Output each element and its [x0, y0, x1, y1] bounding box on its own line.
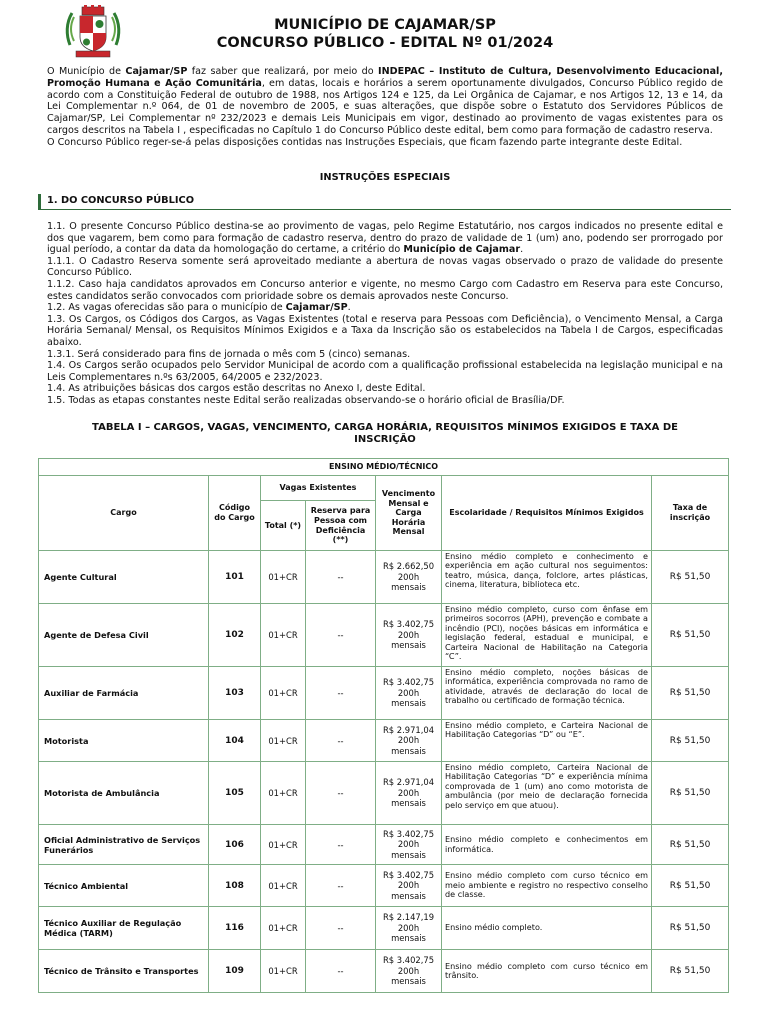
table-row [39, 825, 729, 865]
hours: 200h [397, 629, 420, 640]
hours: 200h [397, 735, 420, 746]
cell-codigo: 116 [209, 907, 261, 950]
clause-1-5: 1.5. Todas as etapas constantes neste Edital serão realizadas observando-se o horário oficial de Brasília/DF. [47, 394, 565, 406]
clause-1-4-a: 1.4. Os Cargos serão ocupados pelo Servidor Municipal de acordo com a qualificação profissional estabelecida na legislação municipal e na Leis Complementares n.ºs 63/2005, 64/2005 e 232/2023. [47, 360, 723, 383]
header-vencimento: Vencimento Mensal e Carga Horária Mensal [376, 476, 442, 551]
cell-reserva: -- [306, 825, 376, 865]
header-reserva: Reserva para Pessoa com Deficiência (**) [306, 501, 376, 551]
hours: 200h [397, 922, 420, 933]
cell-taxa: R$ 51,50 [652, 825, 729, 865]
clause-1-1 [47, 221, 723, 256]
cell-codigo: 103 [209, 667, 261, 720]
intro-text-part: faz saber que realizará, por meio do [187, 66, 379, 77]
clause-bold: Cajamar/SP [285, 302, 348, 314]
cell-taxa: R$ 51,50 [652, 720, 729, 762]
cell-requisitos: Ensino médio completo, curso com ênfase em primeiros socorros (APH), prevenção e combate a incêndio (PCI), noções básicas em informática e legislação federal, estadual e municipal, e Carteira Nacional de Habilitação na Categoria “C”. [442, 604, 652, 667]
clause-text: 1.1. O presente Concurso Público destina-se ao provimento de vagas, pelo Regime Estatutário, nos cargos indicados no presente edital e dos que vagarem, bem como para formação de cadastro reserva, dentro do prazo de validade de 1 (um) ano, podendo ser prorrogado por igual período, a contar da data da homologação do certame, a critério do [47, 221, 723, 256]
section-heading-bar [38, 194, 731, 210]
hours-unit: mensais [391, 933, 426, 944]
hours: 200h [397, 965, 420, 976]
header-total: Total (*) [261, 501, 306, 551]
cell-requisitos: Ensino médio completo, noções básicas de informática, experiência comprovada no ramo de atividade, através de declaração do local de trabalho ou certificado de formação técnica. [442, 667, 652, 720]
salary: R$ 2.147,19 [382, 912, 435, 923]
table-row [39, 865, 729, 907]
cell-vencimento [376, 825, 442, 865]
salary: R$ 3.402,75 [382, 869, 435, 880]
hours-unit: mensais [391, 890, 426, 901]
cell-vencimento [376, 551, 442, 604]
cell-cargo: Técnico Ambiental [39, 865, 209, 907]
salary: R$ 3.402,75 [382, 619, 435, 630]
intro-municipality-bold: Cajamar/SP [125, 66, 188, 77]
cell-vencimento [376, 667, 442, 720]
hours-unit: mensais [391, 698, 426, 709]
clause-1-2 [47, 302, 723, 314]
table-row [39, 762, 729, 825]
salary: R$ 2.662,50 [382, 561, 435, 572]
cell-total: 01+CR [261, 604, 306, 667]
cell-requisitos: Ensino médio completo, e Carteira Nacional de Habilitação Categorias “D” ou “E”. [442, 720, 652, 762]
header-vagas: Vagas Existentes [261, 476, 376, 501]
hours: 200h [397, 880, 420, 891]
cell-taxa: R$ 51,50 [652, 950, 729, 993]
cell-reserva: -- [306, 720, 376, 762]
cell-requisitos: Ensino médio completo, Carteira Nacional de Habilitação Categorias “D” e experiência mínima comprovada de 1 (um) ano como motorista de ambulância (por meio de declaração fornecida pelo serviço em que atuou). [442, 762, 652, 825]
cell-total: 01+CR [261, 825, 306, 865]
cell-cargo: Agente de Defesa Civil [39, 604, 209, 667]
clause-text: 1.2. As vagas oferecidas são para o município de [47, 302, 286, 314]
salary: R$ 3.402,75 [382, 955, 435, 966]
clause-1-1-1: 1.1.1. O Cadastro Reserva somente será aproveitado mediante a abertura de novas vagas observado o prazo de validade do presente Concurso Público. [47, 255, 723, 279]
cell-requisitos: Ensino médio completo com curso técnico em trânsito. [442, 950, 652, 993]
hours: 200h [397, 839, 420, 850]
section-1-heading: 1. DO CONCURSO PÚBLICO [47, 195, 195, 206]
salary: R$ 3.402,75 [382, 677, 435, 688]
clause-bold: Município de Cajamar [403, 244, 521, 256]
hours-unit: mensais [391, 582, 426, 593]
positions-table [38, 458, 729, 993]
cell-codigo: 108 [209, 865, 261, 907]
cell-vencimento [376, 950, 442, 993]
intro-paragraph-2: O Concurso Público reger-se-á pelas disposições contidas nas Instruções Especiais, que ficam fazendo parte integrante deste Edital. [47, 136, 683, 148]
intro-institute-bold: INDEPAC – Instituto de Cultura, Desenvolvimento Educacional, Promoção Humana e Ação Comunitária [47, 66, 723, 89]
table-row [39, 907, 729, 950]
cell-reserva: -- [306, 907, 376, 950]
clause-1-3: 1.3. Os Cargos, os Códigos dos Cargos, as Vagas Existentes (total e reserva para Pessoas com Deficiência), o Vencimento Mensal, a Carga Horária Semanal/ Mensal, os Requisitos Mínimos Exigidos e a Taxa da Inscrição são os estabelecidos na Tabela I de Cargos, especificadas abaixo. [47, 313, 723, 348]
cell-total: 01+CR [261, 907, 306, 950]
cell-cargo: Técnico Auxiliar de Regulação Médica (TARM) [39, 907, 209, 950]
clause-1-4-b: 1.4. As atribuições básicas dos cargos estão descritas no Anexo I, deste Edital. [47, 383, 426, 395]
cell-codigo: 106 [209, 825, 261, 865]
cell-taxa: R$ 51,50 [652, 604, 729, 667]
cell-codigo: 109 [209, 950, 261, 993]
cell-taxa: R$ 51,50 [652, 551, 729, 604]
intro-text-part: , em datas, locais e horários a serem oportunamente divulgados, Concurso Público regido de acordo com a Constituição Federal de outubro de 1988, nos Artigos 124 e 125, da Lei Orgânica de Cajamar, e nos Artigos 12, 13 e 14, da Lei Complementar n.º 064, de 01 de novembro de 2005, e suas alterações, que dispõe sobre o Estatuto dos Servidores Públicos de Cajamar/SP, Lei Complementar nº 232/2023 e demais Leis Municipais em vigor, destinado ao provimento de vagas existentes para os cargos descritos na Tabela I , especificadas no Capítulo 1 do Concurso Público deste edital, bem como para formação de cadastro reserva. [47, 77, 723, 136]
hours: 200h [397, 571, 420, 582]
cell-codigo: 104 [209, 720, 261, 762]
cell-vencimento [376, 720, 442, 762]
table-title: TABELA I – CARGOS, VAGAS, VENCIMENTO, CARGA HORÁRIA, REQUISITOS MÍNIMOS EXIGIDOS E TAXA DE INSCRIÇÃO [92, 422, 678, 445]
cell-reserva: -- [306, 604, 376, 667]
header-escolaridade: Escolaridade / Requisitos Mínimos Exigidos [442, 476, 652, 551]
intro-text-part: O Município de [47, 66, 126, 77]
hours-unit: mensais [391, 640, 426, 651]
hours-unit: mensais [391, 849, 426, 860]
hours-unit: mensais [391, 976, 426, 987]
header-cargo: Cargo [39, 476, 209, 551]
cell-requisitos: Ensino médio completo. [442, 907, 652, 950]
cell-total: 01+CR [261, 950, 306, 993]
cell-vencimento [376, 604, 442, 667]
cell-cargo: Técnico de Trânsito e Transportes [39, 950, 209, 993]
cell-taxa: R$ 51,50 [652, 907, 729, 950]
cell-cargo: Motorista de Ambulância [39, 762, 209, 825]
hours: 200h [397, 687, 420, 698]
salary: R$ 2.971,04 [382, 777, 435, 788]
cell-requisitos: Ensino médio completo e conhecimentos em informática. [442, 825, 652, 865]
cell-total: 01+CR [261, 551, 306, 604]
intro-text [47, 66, 723, 149]
cell-cargo: Motorista [39, 720, 209, 762]
cell-reserva: -- [306, 950, 376, 993]
cell-reserva: -- [306, 667, 376, 720]
cell-vencimento [376, 762, 442, 825]
section-1-body [47, 221, 723, 407]
cell-codigo: 105 [209, 762, 261, 825]
clause-text: . [520, 244, 524, 256]
hours-unit: mensais [391, 798, 426, 809]
cell-codigo: 102 [209, 604, 261, 667]
cell-cargo: Oficial Administrativo de Serviços Funerários [39, 825, 209, 865]
table-row [39, 604, 729, 667]
salary: R$ 3.402,75 [382, 828, 435, 839]
cell-requisitos: Ensino médio completo com curso técnico em meio ambiente e registro no respectivo conselho de classe. [442, 865, 652, 907]
instructions-heading: INSTRUÇÕES ESPECIAIS [319, 172, 451, 183]
cell-reserva: -- [306, 551, 376, 604]
cell-total: 01+CR [261, 667, 306, 720]
clause-1-3-1: 1.3.1. Será considerado para fins de jornada o mês com 5 (cinco) semanas. [47, 348, 411, 360]
cell-vencimento [376, 865, 442, 907]
cell-cargo: Agente Cultural [39, 551, 209, 604]
clause-1-1-2: 1.1.2. Caso haja candidatos aprovados em Concurso anterior e vigente, no mesmo Cargo com Cadastro em Reserva para este Concurso, estes candidatos serão convocados com prioridade sobre os demais aprovados neste Concurso. [47, 278, 723, 302]
document-title-line1: MUNICÍPIO DE CAJAMAR/SP [274, 17, 496, 33]
clause-text: . [347, 302, 351, 314]
cell-total: 01+CR [261, 720, 306, 762]
cell-vencimento [376, 907, 442, 950]
table-row [39, 551, 729, 604]
cell-requisitos: Ensino médio completo e conhecimento e experiência em ação cultural nos seguimentos: teatro, música, dança, folclore, artes plásticas, cinema, literatura, biblioteca etc. [442, 551, 652, 604]
table-row [39, 950, 729, 993]
hours: 200h [397, 787, 420, 798]
table-group-header: ENSINO MÉDIO/TÉCNICO [39, 459, 729, 476]
cell-taxa: R$ 51,50 [652, 762, 729, 825]
cell-taxa: R$ 51,50 [652, 865, 729, 907]
hours-unit: mensais [391, 745, 426, 756]
document-title-line2: CONCURSO PÚBLICO - EDITAL Nº 01/2024 [216, 35, 554, 51]
cell-taxa: R$ 51,50 [652, 667, 729, 720]
intro-paragraph-1 [47, 66, 723, 137]
cell-reserva: -- [306, 762, 376, 825]
cell-cargo: Auxiliar de Farmácia [39, 667, 209, 720]
table-row [39, 667, 729, 720]
header-codigo: Código do Cargo [209, 476, 261, 551]
salary: R$ 2.971,04 [382, 724, 435, 735]
cell-reserva: -- [306, 865, 376, 907]
cell-codigo: 101 [209, 551, 261, 604]
table-row [39, 720, 729, 762]
cell-total: 01+CR [261, 865, 306, 907]
cell-total: 01+CR [261, 762, 306, 825]
header-taxa: Taxa de inscrição [652, 476, 729, 551]
